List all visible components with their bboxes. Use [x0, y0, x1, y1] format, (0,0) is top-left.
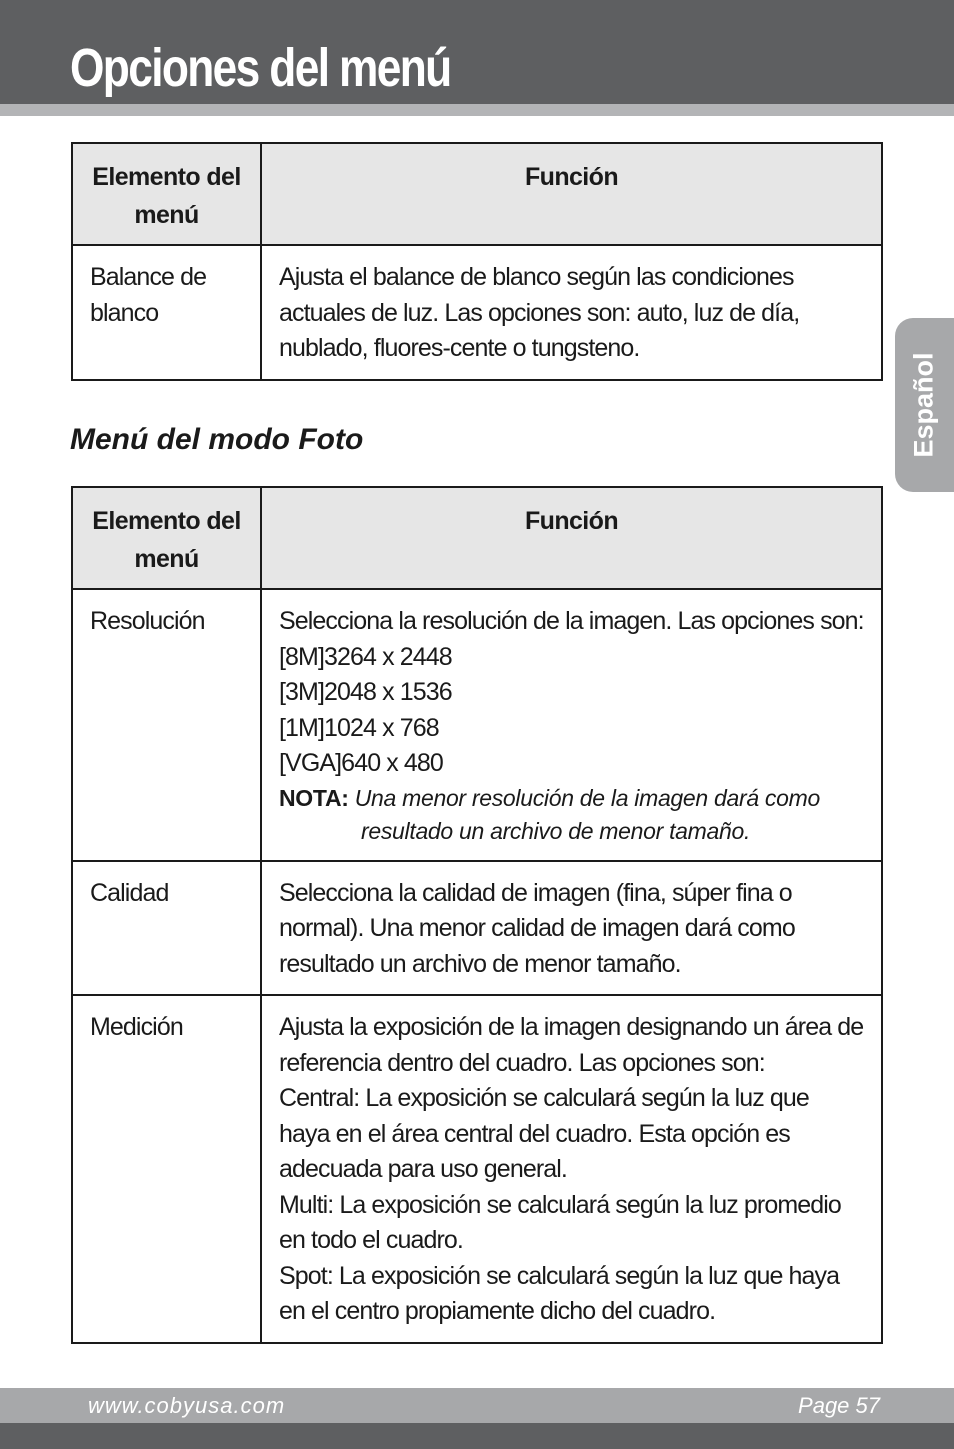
note-label: NOTA:: [279, 784, 349, 811]
menu-item-name: Calidad: [72, 861, 261, 996]
footer-url[interactable]: www.cobyusa.com: [88, 1393, 286, 1418]
resolution-option: [VGA]640 x 480: [279, 749, 443, 777]
page-number: Page 57: [798, 1393, 880, 1418]
footer-bottom-bar: [0, 1423, 954, 1449]
function-line: Spot: La exposición se calculará según la luz que haya en el centro propiamente dicho del cuadro.: [279, 1261, 840, 1325]
language-tab-label: Español: [908, 352, 939, 458]
photo-mode-menu-table: [71, 486, 883, 1344]
menu-item-function: [261, 995, 882, 1343]
table-row: [72, 245, 882, 380]
menu-item-function: Selecciona la calidad de imagen (fina, súper fina o normal). Una menor calidad de imagen dará como resultado un archivo de menor tamaño.: [261, 861, 882, 996]
resolution-option: [8M]3264 x 2448: [279, 642, 452, 671]
menu-options-table: [71, 142, 883, 381]
function-line: Selecciona la resolución de la imagen. Las opciones son:: [279, 607, 864, 635]
menu-item-function: Ajusta el balance de blanco según las condiciones actuales de luz. Las opciones son: auto, luz de día, nublado, fluores-cente o tungsteno.: [261, 245, 882, 380]
resolution-option: [1M]1024 x 768: [279, 713, 439, 742]
note-text: Una menor resolución de la imagen dará como: [354, 784, 820, 811]
resolution-option: [3M]2048 x 1536: [279, 678, 452, 706]
page-title: Opciones del menú: [70, 38, 451, 98]
column-header-function: Función: [261, 487, 882, 589]
column-header-item: Elemento del menú: [72, 487, 261, 589]
note: [279, 782, 865, 815]
menu-item-name: Medición: [72, 995, 261, 1343]
menu-item-name: Resolución: [72, 589, 261, 861]
table-row: [72, 861, 882, 996]
function-line: Central: La exposición se calculará según la luz que haya en el área central del cuadro. Esta opción es adecuada para uso general.: [279, 1084, 809, 1183]
menu-item-function: [261, 589, 882, 861]
section-title: Menú del modo Foto: [70, 423, 364, 456]
table-row: [72, 589, 882, 861]
note-text: resultado un archivo de menor tamaño.: [361, 817, 751, 844]
column-header-function: Función: [261, 143, 882, 245]
function-line: Multi: La exposición se calculará según la luz promedio en todo el cuadro.: [279, 1190, 841, 1254]
table-header-row: [72, 487, 882, 589]
table-row: [72, 995, 882, 1343]
table-header-row: [72, 143, 882, 245]
header-stripe: [0, 104, 954, 116]
menu-item-name: Balance de blanco: [72, 245, 261, 380]
column-header-item: Elemento del menú: [72, 143, 261, 245]
function-line: Ajusta la exposición de la imagen designando un área de referencia dentro del cuadro. Las opciones son:: [279, 1013, 864, 1077]
